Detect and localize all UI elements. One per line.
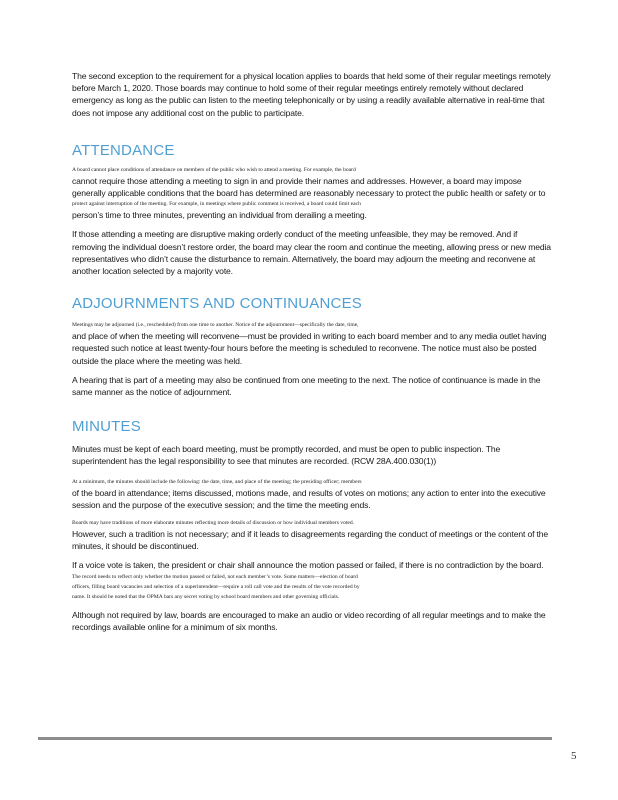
attendance-paragraph-2: If those attending a meeting are disruptive making orderly conduct of the meeting unfeasible, they may be removed. And if removing the individual doesn’t restore order, the board may clear the room and continue the meeting, allowing press or new media representatives who didn’t cause the disturbance to remain. Alternatively, the board may adjourn the meeting and reconvene at another location selected by a majority vote. (72, 229, 551, 277)
paragraph-small-line: name. It should be noted that the OPMA bars any secret voting by school board members and other governing officials. (72, 593, 340, 600)
minutes-paragraph-5: Although not required by law, boards are encouraged to make an audio or video recording of all regular meetings and to make the recordings available online for a minimum of six months. (72, 609, 546, 632)
paragraph-small-line: Boards may have traditions of more elaborate minutes reflecting more details of discussion or how individual members voted. (72, 520, 355, 527)
paragraph-small-line: Meetings may be adjourned (i.e., rescheduled) from one time to another. Notice of the adjournment—specifically the date, time, (72, 322, 359, 329)
paragraph-body: However, such a tradition is not necessary; and if it leads to disagreements regarding the conduct of meetings or the content of the minutes, it should be discontinued. (72, 529, 549, 552)
intro-paragraph: The second exception to the requirement for a physical location applies to boards that held some of their regular meetings remotely before March 1, 2020. Those boards may continue to hold some of their regular meetings entirely remotely without declared emergency as long as the public can listen to the meeting telephonically or by using a readily available alternative in real-time that does not impose any additional cost on the public to participate. (72, 71, 551, 118)
minutes-paragraph-2 (72, 477, 552, 511)
section-heading-attendance: ATTENDANCE (72, 141, 175, 159)
minutes-paragraph-4 (72, 559, 552, 601)
paragraph-small-line: protect against interruption of the meeting. For example, in meetings where public comment is received, a board could limit each (72, 201, 361, 208)
paragraph-body: and place of when the meeting will reconvene—must be provided in writing to each board member and to any media outlet having requested such notice at least twenty-four hours before the meeting is scheduled to reconvene. The notice must also be posted outside the place where the meeting was held. (72, 331, 547, 366)
page-content (72, 70, 552, 642)
footer-divider (38, 737, 552, 740)
paragraph-body: cannot require those attending a meeting to sign in and provide their names and addresses. However, a board may impose generally applicable conditions that the board has determined are reasonably necessary to protect the public health or safety or to (72, 175, 546, 199)
minutes-paragraph-1: Minutes must be kept of each board meeting, must be promptly recorded, and must be open to public inspection. The superintendent has the legal responsibility to see that minutes are recorded. (RCW 28A.400.030(1)) (72, 444, 501, 467)
adjournments-paragraph-2: A hearing that is part of a meeting may also be continued from one meeting to the next. The notice of continuance is made in the same manner as the notice of adjournment. (72, 374, 541, 398)
page-number: 5 (571, 750, 577, 762)
paragraph-body: of the board in attendance; items discussed, motions made, and results of votes on motions; any action to enter into the executive session and the purpose of the executive session; and the time the meeting ends. (72, 487, 546, 510)
paragraph-small-line: At a minimum, the minutes should include the following: the date, time, and place of the meeting; the presiding officer; members (72, 478, 362, 485)
section-heading-minutes: MINUTES (72, 418, 141, 436)
section-heading-adjournments: ADJOURNMENTS AND CONTINUANCES (72, 295, 362, 313)
adjournments-paragraph-1 (72, 320, 552, 367)
paragraph-small-line: officers, filling board vacancies and selection of a superintendent—require a roll call vote and the results of the vote recorded by (72, 583, 360, 590)
paragraph-small-line: A board cannot place conditions of attendance on members of the public who wish to attend a meeting. For example, the board (72, 166, 356, 173)
paragraph-small-line: The record needs to reflect only whether the motion passed or failed, not each member’s vote. Some matters—election of board (72, 573, 358, 580)
paragraph-body: If a voice vote is taken, the president or chair shall announce the motion passed or failed, if there is no contradiction by the board. (72, 560, 544, 571)
paragraph-body: person’s time to three minutes, preventing an individual from derailing a meeting. (72, 210, 367, 221)
attendance-paragraph-1 (72, 165, 552, 222)
minutes-paragraph-3 (72, 518, 552, 552)
